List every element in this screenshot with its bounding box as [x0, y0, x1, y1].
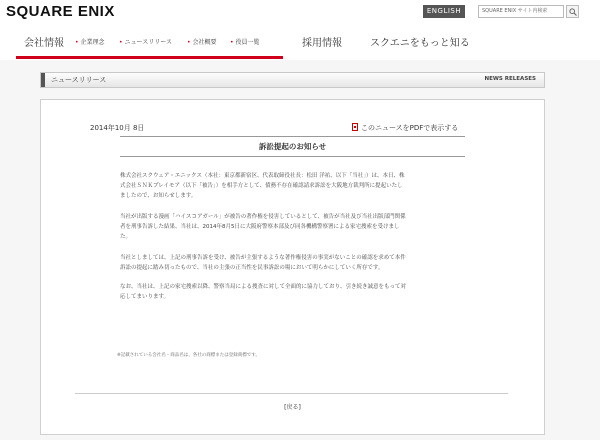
paragraph-line: 者を刑事告訴した結果、当社は、2014年8月5日に大阪府警察本部及び同各機構警察署による家宅捜索を受けまし	[120, 224, 400, 230]
title-rule-top	[120, 136, 465, 137]
nav-sub-label: ニュースリリース	[124, 39, 172, 46]
pdf-icon	[352, 123, 358, 131]
article-paragraph-4	[120, 282, 470, 302]
pdf-link[interactable]	[352, 123, 458, 133]
article-paragraph-1	[120, 171, 470, 201]
nav-sub-news-release[interactable]	[119, 37, 172, 46]
nav-sub-philosophy[interactable]	[75, 37, 105, 46]
paragraph-line: 当社としましては、上記の刑事告訴を受け、被告が主張するような著作権侵害の事実がないことの確認を求めて本件	[120, 255, 406, 261]
square-enix-logo[interactable]: SQUARE ENIX	[6, 3, 115, 20]
nav-active-indicator	[16, 56, 283, 59]
paragraph-line: 株式会社スクウェア・エニックス（本社：東京都新宿区、代表取締役社長：松田 洋祐、以下「当社」）は、本日、株	[120, 173, 405, 179]
bullet-icon: •	[187, 39, 191, 46]
back-link[interactable]: [戻る]	[284, 404, 301, 411]
nav-sub-officers[interactable]	[230, 37, 260, 46]
search-button[interactable]	[566, 5, 579, 18]
title-rule-bottom	[120, 156, 465, 157]
section-accent	[41, 73, 45, 87]
bullet-icon: •	[75, 39, 79, 46]
search-input[interactable]: SQUARE ENIX サイト内検索	[478, 5, 564, 18]
article-paragraph-3	[120, 253, 470, 273]
section-header	[40, 72, 545, 88]
article-date: 2014年10月 8日	[90, 124, 145, 132]
nav-recruit[interactable]: 採用情報	[302, 38, 342, 49]
nav-sub-company-profile[interactable]	[187, 37, 217, 46]
article-title: 訴訟提起のお知らせ	[258, 142, 327, 151]
bottom-divider	[75, 393, 508, 394]
nav-company-info[interactable]: 会社情報	[24, 38, 64, 49]
section-title-en: NEWS RELEASES	[484, 76, 536, 82]
section-title: ニュースリリース	[51, 76, 107, 84]
nav-sub-label: 企業理念	[80, 39, 105, 46]
main-nav	[0, 30, 600, 58]
pdf-link-label: このニュースをPDFで表示する	[361, 124, 459, 132]
english-button[interactable]: ENGLISH	[423, 5, 465, 18]
paragraph-line: ましたので、お知らせします。	[120, 193, 197, 199]
nav-about-square-enix[interactable]: スクエニをもっと知る	[370, 38, 470, 49]
paragraph-line: 式会社ＳＮＫプレイモア（以下「被告」）を相手方として、債務不存在確認請求訴訟を大阪地方裁判所に提起いたし	[120, 183, 403, 189]
bullet-icon: •	[119, 39, 123, 46]
search-icon	[569, 8, 577, 16]
nav-sub-label: 役員一覧	[235, 39, 260, 46]
paragraph-line: 当社が出版する漫画「ハイスコアガール」が被告の著作権を侵害しているとして、被告が当社及び当社出版部門関係	[120, 214, 406, 220]
nav-sub-label: 会社概要	[192, 39, 217, 46]
paragraph-line: なお、当社は、上記の家宅捜索以降、警察当局による捜査に対して全面的に協力しており、引き続き誠意をもって対	[120, 284, 407, 290]
paragraph-line: た。	[120, 234, 132, 240]
bullet-icon: •	[230, 39, 234, 46]
trademark-note: ※記載されている会社名・商品名は、各社の商標または登録商標です。	[117, 353, 260, 358]
paragraph-line: 応してまいります。	[120, 294, 170, 300]
article-paragraph-2	[120, 212, 470, 242]
paragraph-line: 訴訟の提起に踏み切ったもので、当社の主張の正当性を民事訴訟の場において明らかにしていく所存です。	[120, 265, 384, 271]
